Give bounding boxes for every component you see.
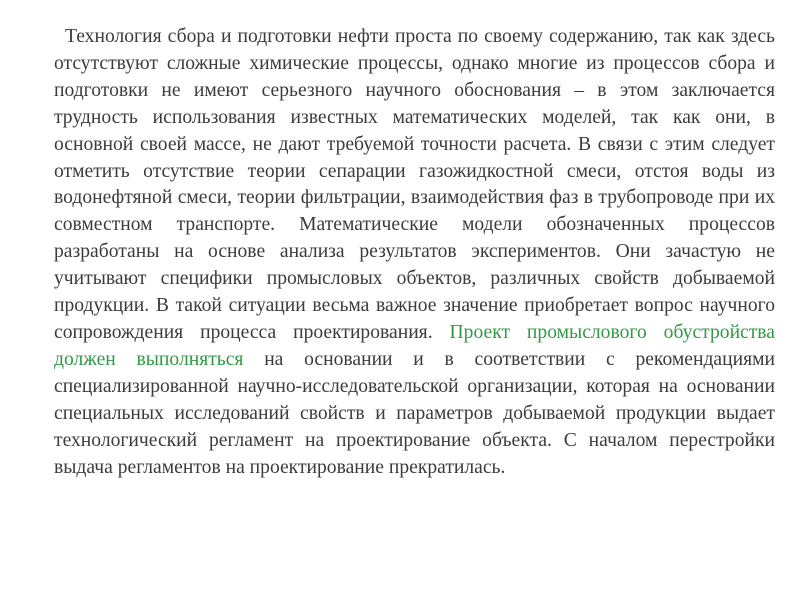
body-paragraph — [54, 24, 775, 481]
highlighted-phrase: Проект промыслового обустройства должен выполняться — [54, 321, 775, 370]
paragraph-text-start: Технология сбора и подготовки нефти проста по своему содержанию, так как здесь отсутствуют сложные химические процессы, однако многие из процессов сбора и подготовки не имеют серьезного научного обоснования – в этом заключается трудность использования известных математических моделей, так как они, в основной своей массе, не дают требуемой точности расчета. В связи с этим следует отметить отсутствие теории сепарации газожидкостной смеси, отстоя воды из водонефтяной смеси, теории фильтрации, взаимодействия фаз в трубопроводе при их совместном транспорте. Математические модели обозначенных процессов разработаны на основе анализа результатов экспериментов. Они зачастую не учитывают специфики промысловых объектов, различных свойств добываемой продукции. В такой ситуации весьма важное значение приобретает вопрос научного сопровождения процесса проектирования. — [54, 26, 775, 343]
paragraph-text-end: на основании и в соответствии с рекомендациями специализированной научно-исследовательской организации, которая на основании специальных исследований свойств и параметров добываемой продукции выдает технологический регламент на проектирование объекта. С началом перестройки выдача регламентов на проектирование прекратилась. — [54, 348, 775, 478]
